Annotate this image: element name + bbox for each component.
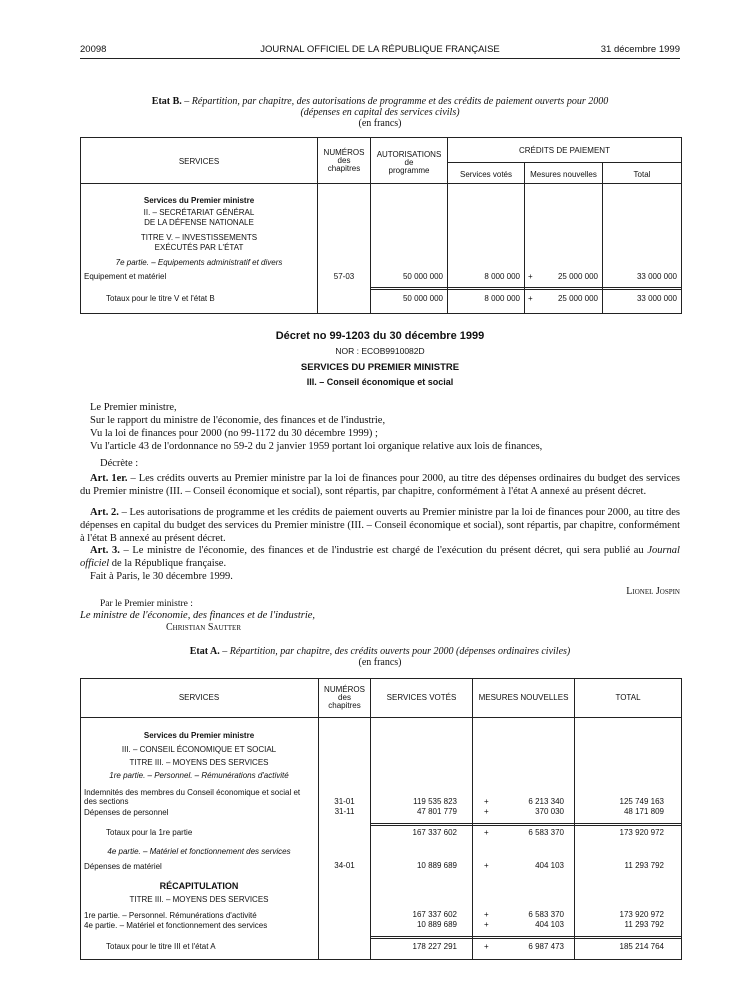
etat-a-row3-plus: + xyxy=(484,861,489,870)
etat-a-subtotal-votes: 167 337 602 xyxy=(412,828,457,837)
ministre-name: Christian Sautter xyxy=(166,622,242,633)
etat-b-col-numeros-2: des xyxy=(337,156,351,165)
etat-b-hline-total xyxy=(370,287,681,288)
etat-b-col-autorisations xyxy=(371,151,447,175)
decret-service: SERVICES DU PREMIER MINISTRE xyxy=(300,362,460,373)
etat-b-col-numeros-3: chapitres xyxy=(327,164,361,173)
etat-a-col-numeros-2: des xyxy=(338,693,351,702)
etat-a-hline-total xyxy=(370,936,681,937)
etat-a-subtotal-plus: + xyxy=(484,828,489,837)
etat-a-col-mesures: MESURES NOUVELLES xyxy=(478,693,569,702)
etat-a-col-services: SERVICES xyxy=(178,693,220,702)
etat-b-col-autor-1: AUTORISATIONS xyxy=(376,150,442,159)
etat-b-col-credits: CRÉDITS DE PAIEMENT xyxy=(519,146,610,155)
decret-intro xyxy=(80,401,680,453)
etat-a-title-bold: Etat A. xyxy=(189,646,220,657)
etat-a-row1-mesures: 6 213 340 xyxy=(528,797,564,806)
etat-a-totals-total: 185 214 764 xyxy=(619,942,664,951)
article-3-text-a: – Le ministre de l'économie, des finances et de l'industrie est chargé de l'exécution du présent décret, qui sera publié au xyxy=(119,545,648,556)
etat-b-row-autorisations: 50 000 000 xyxy=(402,272,443,281)
etat-a-recap1-votes: 167 337 602 xyxy=(412,910,457,919)
etat-a-recap1-plus: + xyxy=(484,910,489,919)
etat-a-row1-label-a: Indemnités des membres du Conseil économique et social et xyxy=(84,788,301,797)
intro-line-1: Le Premier ministre, xyxy=(90,402,177,413)
page-date: 31 décembre 1999 xyxy=(600,44,680,55)
etat-b-title-bold: Etat B. xyxy=(151,96,182,107)
etat-a-row3-total: 11 293 792 xyxy=(624,861,664,870)
etat-a-hline-sub1-2 xyxy=(370,825,681,826)
article-3 xyxy=(80,544,680,570)
etat-a-row2-chapitre: 31-11 xyxy=(334,807,355,816)
intro-line-3: Vu la loi de finances pour 2000 (no 99-1172 du 30 décembre 1999) ; xyxy=(90,428,378,439)
etat-a-col-total: TOTAL xyxy=(615,693,641,702)
etat-b-unit: (en francs) xyxy=(358,118,402,129)
etat-b-col-services: SERVICES xyxy=(178,157,220,166)
article-1-label: Art. 1er. xyxy=(90,473,128,484)
etat-a-col-numeros-1: NUMÉROS xyxy=(324,685,365,694)
etat-b-col-numeros xyxy=(318,149,370,173)
fait-a-paris: Fait à Paris, le 30 décembre 1999. xyxy=(90,571,233,582)
etat-a-row1-plus: + xyxy=(484,797,489,806)
decret-title: Décret no 99-1203 du 30 décembre 1999 xyxy=(275,330,485,342)
etat-a-row2-label: Dépenses de personnel xyxy=(84,808,169,817)
intro-line-2: Sur le rapport du ministre de l'économie, des finances et de l'industrie, xyxy=(90,415,386,426)
etat-b-row-votes: 8 000 000 xyxy=(484,272,520,281)
etat-b-row-plus: + xyxy=(528,272,533,281)
etat-a-row2-plus: + xyxy=(484,807,489,816)
etat-a-titre: TITRE III. – MOYENS DES SERVICES xyxy=(129,758,269,767)
etat-a-subtotal-label: Totaux pour la 1re partie xyxy=(106,828,193,837)
article-3-text-italic: Journal officiel xyxy=(80,545,680,569)
etat-a-section-line1: III. – CONSEIL ÉCONOMIQUE ET SOCIAL xyxy=(121,745,277,754)
etat-b-titre-line1: TITRE V. – INVESTISSEMENTS xyxy=(140,233,258,242)
etat-a-totals-mesures: 6 987 473 xyxy=(528,942,564,951)
article-1-text: – Les crédits ouverts au Premier ministre par la loi de finances pour 2000, au titre des dépenses ordinaires du budget des services du Premier ministre (III. – Conseil économique et social), sont répartis, par chapitre, conformément à l'état A annexé au présent décret. xyxy=(80,473,680,497)
etat-a-recap2-plus: + xyxy=(484,920,489,929)
etat-a-partie4: 4e partie. – Matériel et fonctionnement des services xyxy=(107,847,291,856)
etat-a-row2-votes: 47 801 779 xyxy=(416,807,457,816)
etat-a-recap2-mesures: 404 103 xyxy=(535,920,564,929)
etat-a-row3-votes: 10 889 689 xyxy=(416,861,457,870)
etat-a-recap-titre: TITRE III. – MOYENS DES SERVICES xyxy=(129,895,269,904)
etat-b-section-line1: II. – SECRÉTARIAT GÉNÉRAL xyxy=(143,208,255,217)
etat-b-col-total: Total xyxy=(633,170,651,179)
etat-b-hline-credits xyxy=(447,162,681,163)
etat-b-row-label: Equipement et matériel xyxy=(84,272,167,281)
etat-b-titre-line2: EXÉCUTÉS PAR L'ÉTAT xyxy=(154,243,244,252)
etat-b-totals-mesures: 25 000 000 xyxy=(557,294,598,303)
etat-b-vline-4 xyxy=(524,162,525,313)
etat-b-section-line2: DE LA DÉFENSE NATIONALE xyxy=(144,218,254,227)
etat-a-col-numeros xyxy=(319,686,370,710)
etat-a-totals-label: Totaux pour le titre III et l'état A xyxy=(106,942,216,951)
etat-a-row3-label: Dépenses de matériel xyxy=(84,862,162,871)
etat-a-recap1-total: 173 920 972 xyxy=(619,910,664,919)
etat-b-col-autor-3: programme xyxy=(388,166,430,175)
etat-b-section-title: Services du Premier ministre xyxy=(143,196,255,205)
etat-b-row-total: 33 000 000 xyxy=(636,272,677,281)
etat-a-vline-1 xyxy=(318,678,319,959)
etat-b-title xyxy=(80,96,680,107)
etat-b-col-mesures: Mesures nouvelles xyxy=(530,170,597,179)
etat-b-totals-autorisations: 50 000 000 xyxy=(402,294,443,303)
etat-a-recap1-mesures: 6 583 370 xyxy=(528,910,564,919)
etat-a-totals-plus: + xyxy=(484,942,489,951)
etat-b-totals-total: 33 000 000 xyxy=(636,294,677,303)
decret-sub: III. – Conseil économique et social xyxy=(306,377,454,387)
article-3-label: Art. 3. xyxy=(90,545,120,556)
etat-b-title-rest: – Répartition, par chapitre, des autorisations de programme et des crédits de paiement ouverts pour 2000 xyxy=(181,96,609,107)
article-1 xyxy=(80,472,680,498)
etat-a-hline-sub1 xyxy=(370,823,681,824)
etat-a-subtotal-total: 173 920 972 xyxy=(619,828,664,837)
etat-a-hline-header xyxy=(80,717,681,718)
etat-a-row2-mesures: 370 030 xyxy=(535,807,564,816)
journal-title: JOURNAL OFFICIEL DE LA RÉPUBLIQUE FRANÇAISE xyxy=(260,44,500,55)
etat-a-recap2-votes: 10 889 689 xyxy=(416,920,457,929)
etat-a-row2-total: 48 171 809 xyxy=(623,807,664,816)
etat-a-hline-total-2 xyxy=(370,938,681,939)
etat-a-partie1: 1re partie. – Personnel. – Rémunérations d'activité xyxy=(109,771,289,780)
etat-a-row1-total: 125 749 163 xyxy=(619,797,664,806)
ministre-title: Le ministre de l'économie, des finances et de l'industrie, xyxy=(80,610,316,621)
etat-a-recap-title: RÉCAPITULATION xyxy=(159,881,239,891)
header-rule xyxy=(80,58,680,59)
etat-b-row-chapitre: 57-03 xyxy=(333,272,355,281)
etat-a-totals-votes: 178 227 291 xyxy=(412,942,457,951)
etat-b-totals-plus: + xyxy=(528,294,533,303)
etat-a-unit: (en francs) xyxy=(358,657,402,668)
etat-a-row3-mesures: 404 103 xyxy=(535,861,564,870)
etat-a-row3-chapitre: 34-01 xyxy=(334,861,355,870)
etat-b-partie: 7e partie. – Equipements administratif et divers xyxy=(115,258,283,267)
etat-b-hline-total-2 xyxy=(370,289,681,290)
etat-b-hline-header xyxy=(80,183,681,184)
article-2-label: Art. 2. xyxy=(90,507,119,518)
etat-a-row1-votes: 119 535 823 xyxy=(413,797,457,806)
signature-premier-ministre: Lionel Jospin xyxy=(626,586,680,597)
etat-b-col-votes: Services votés xyxy=(459,170,513,179)
etat-b-vline-5 xyxy=(602,162,603,313)
etat-a-title xyxy=(80,646,680,657)
etat-a-row1-chapitre: 31-01 xyxy=(334,797,355,806)
decrete: Décrète : xyxy=(100,458,139,469)
etat-b-subtitle: (dépenses en capital des services civils) xyxy=(300,107,460,118)
article-3-text-b: de la République française. xyxy=(109,558,227,569)
intro-line-4: Vu l'article 43 de l'ordonnance no 59-2 du 2 janvier 1959 portant loi organique relative aux lois de finances, xyxy=(90,441,543,452)
page-number: 20098 xyxy=(80,44,107,55)
etat-a-col-numeros-3: chapitres xyxy=(328,701,361,710)
article-2-text: – Les autorisations de programme et les crédits de paiement ouverts au Premier ministre par la loi de finances pour 2000, au titre des dépenses en capital du budget des services du Premier ministre (III. – Conseil économique et social), sont répartis, par chapitre, conformément à l'état B annexé au présent décret. xyxy=(80,507,680,544)
etat-a-title-rest: – Répartition, par chapitre, des crédits ouverts pour 2000 (dépenses ordinaires civiles) xyxy=(219,646,571,657)
etat-b-col-autor-2: de xyxy=(404,158,414,167)
etat-b-totals-votes: 8 000 000 xyxy=(484,294,520,303)
etat-a-recap1-label: 1re partie. – Personnel. Rémunérations d'activité xyxy=(84,911,257,920)
etat-a-row1-label-b: des sections xyxy=(84,797,129,806)
etat-a-recap2-total: 11 293 792 xyxy=(624,920,664,929)
etat-a-recap2-label: 4e partie. – Matériel et fonctionnement des services xyxy=(84,921,268,930)
par-le-premier-ministre: Par le Premier ministre : xyxy=(100,599,193,609)
etat-b-totals-label: Totaux pour le titre V et l'état B xyxy=(106,294,215,303)
etat-a-subtotal-mesures: 6 583 370 xyxy=(528,828,564,837)
article-2 xyxy=(80,506,680,545)
decret-nor: NOR : ECOB9910082D xyxy=(335,346,425,356)
etat-b-row-mesures: 25 000 000 xyxy=(557,272,598,281)
etat-b-col-numeros-1: NUMÉROS xyxy=(323,148,365,157)
etat-a-col-votes: SERVICES VOTÉS xyxy=(386,693,457,702)
etat-a-section-title: Services du Premier ministre xyxy=(143,731,255,740)
